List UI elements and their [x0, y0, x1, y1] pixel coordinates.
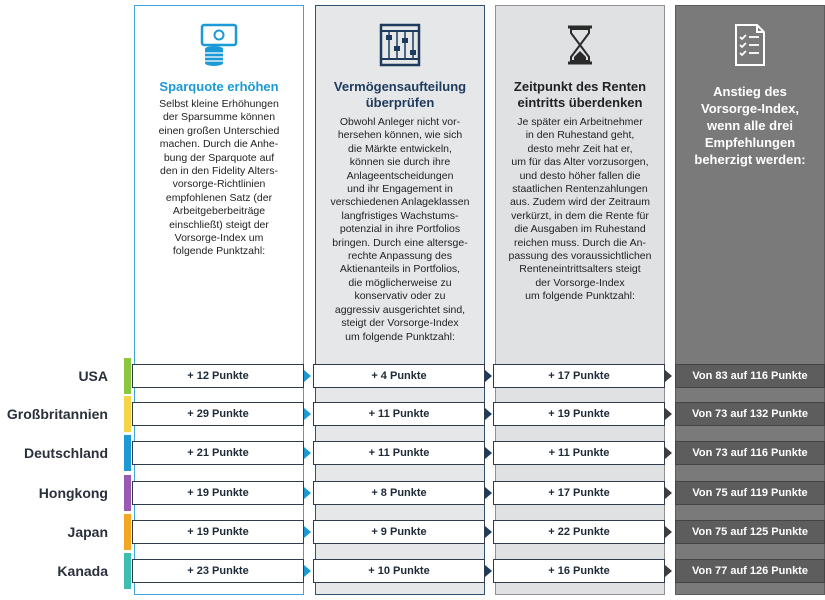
chevron-right-icon [304, 487, 311, 499]
points-cell-c: + 17 Punkte [493, 481, 665, 505]
column-heading: Zeitpunkt des Renten eintritts überdenken [513, 79, 647, 110]
country-color-stripe [124, 553, 131, 589]
points-cell-d: Von 73 auf 132 Punkte [675, 402, 825, 426]
points-cell-b: + 10 Punkte [313, 559, 485, 583]
points-cell-d: Von 75 auf 119 Punkte [675, 481, 825, 505]
country-label-usa: USA [78, 368, 108, 384]
country-label-hongkong: Hongkong [38, 485, 108, 501]
points-cell-c: + 19 Punkte [493, 402, 665, 426]
points-cell-d: Von 73 auf 116 Punkte [675, 441, 825, 465]
chevron-right-icon [665, 526, 672, 538]
country-color-stripe [124, 475, 131, 511]
chevron-right-icon [304, 408, 311, 420]
points-cell-b: + 11 Punkte [313, 402, 485, 426]
chevron-right-icon [665, 370, 672, 382]
column-renteneintritt [495, 5, 665, 595]
points-cell-a: + 19 Punkte [132, 481, 304, 505]
column-heading: Vermögensaufteilung überprüfen [333, 79, 467, 110]
column-description: Obwohl Anleger nicht vor- hersehen können, wie sich die Märkte entwickeln, können sie durch ihre Anlageentscheidungen und ihr Engagement in verschiedenen Anlageklassen langfristiges Wachstums- potenzial in ihre Portfolios bringen. Durch eine altersge- rechte Anpassung des Aktienanteils in Portfolios, die möglicherweise zu konservativ oder zu aggressiv ausgerichtet sind, steigt der Vorsorge-Index um folgende Punktzahl: [330, 116, 470, 343]
points-cell-b: + 4 Punkte [313, 364, 485, 388]
points-cell-b: + 11 Punkte [313, 441, 485, 465]
hourglass-icon [496, 22, 664, 68]
country-color-stripe [124, 435, 131, 471]
country-color-stripe [124, 358, 131, 394]
column-heading: Sparquote erhöhen [159, 79, 279, 94]
column-heading: Anstieg des Vorsorge-Index, wenn alle drei Empfehlungen beherzigt werden: [694, 84, 806, 167]
column-gesamtanstieg [675, 5, 825, 595]
chevron-right-icon [485, 408, 492, 420]
chevron-right-icon [485, 487, 492, 499]
points-cell-c: + 16 Punkte [493, 559, 665, 583]
chevron-right-icon [665, 487, 672, 499]
chevron-right-icon [485, 447, 492, 459]
points-cell-d: Von 77 auf 126 Punkte [675, 559, 825, 583]
column-description: Selbst kleine Erhöhungen der Sparsumme können einen großen Unterschied machen. Durch die Anhe- bung der Sparquote auf den in den Fidelity Alters- vorsorge-Richtlinien empfohlenen Satz (der Arbeitgeberbeiträge einschließt) steigt der Vorsorge-Index um folgende Punktzahl: [158, 98, 280, 258]
chevron-right-icon [304, 370, 311, 382]
country-label-deutschland: Deutschland [23, 445, 108, 461]
points-cell-c: + 17 Punkte [493, 364, 665, 388]
chevron-right-icon [485, 565, 492, 577]
country-color-stripe [124, 396, 131, 432]
points-cell-a: + 23 Punkte [132, 559, 304, 583]
chevron-right-icon [485, 370, 492, 382]
chevron-right-icon [304, 526, 311, 538]
points-cell-a: + 19 Punkte [132, 520, 304, 544]
points-cell-d: Von 83 auf 116 Punkte [675, 364, 825, 388]
points-cell-a: + 29 Punkte [132, 402, 304, 426]
chevron-right-icon [485, 526, 492, 538]
chevron-right-icon [665, 408, 672, 420]
chevron-right-icon [665, 565, 672, 577]
country-label-japan: Japan [67, 524, 108, 540]
column-sparquote [134, 5, 304, 595]
chevron-right-icon [304, 565, 311, 577]
money-stack-icon [135, 22, 303, 68]
column-description: Je später ein Arbeitnehmer in den Ruhestand geht, desto mehr Zeit hat er, um für das Alter vorzusorgen, und desto höher fallen die staatlichen Rentenzahlungen aus. Zudem wird der Zeitraum verkürzt, in dem die Rente für die Ausgaben im Ruhestand reichen muss. Durch die An- passung des voraussichtlichen Renteneintrittsalters steigt der Vorsorge-Index um folgende Punktzahl: [508, 116, 652, 303]
points-cell-a: + 21 Punkte [132, 441, 304, 465]
points-cell-d: Von 75 auf 125 Punkte [675, 520, 825, 544]
points-cell-b: + 8 Punkte [313, 481, 485, 505]
country-label-gro-britannien: Großbritannien [6, 406, 108, 422]
points-cell-a: + 12 Punkte [132, 364, 304, 388]
chevron-right-icon [304, 447, 311, 459]
country-color-stripe [124, 514, 131, 550]
points-cell-b: + 9 Punkte [313, 520, 485, 544]
points-cell-c: + 22 Punkte [493, 520, 665, 544]
column-vermoegensaufteilung [315, 5, 485, 595]
chevron-right-icon [665, 447, 672, 459]
country-label-kanada: Kanada [57, 563, 108, 579]
points-cell-c: + 11 Punkte [493, 441, 665, 465]
abacus-icon [316, 22, 484, 68]
checklist-icon [676, 22, 824, 68]
